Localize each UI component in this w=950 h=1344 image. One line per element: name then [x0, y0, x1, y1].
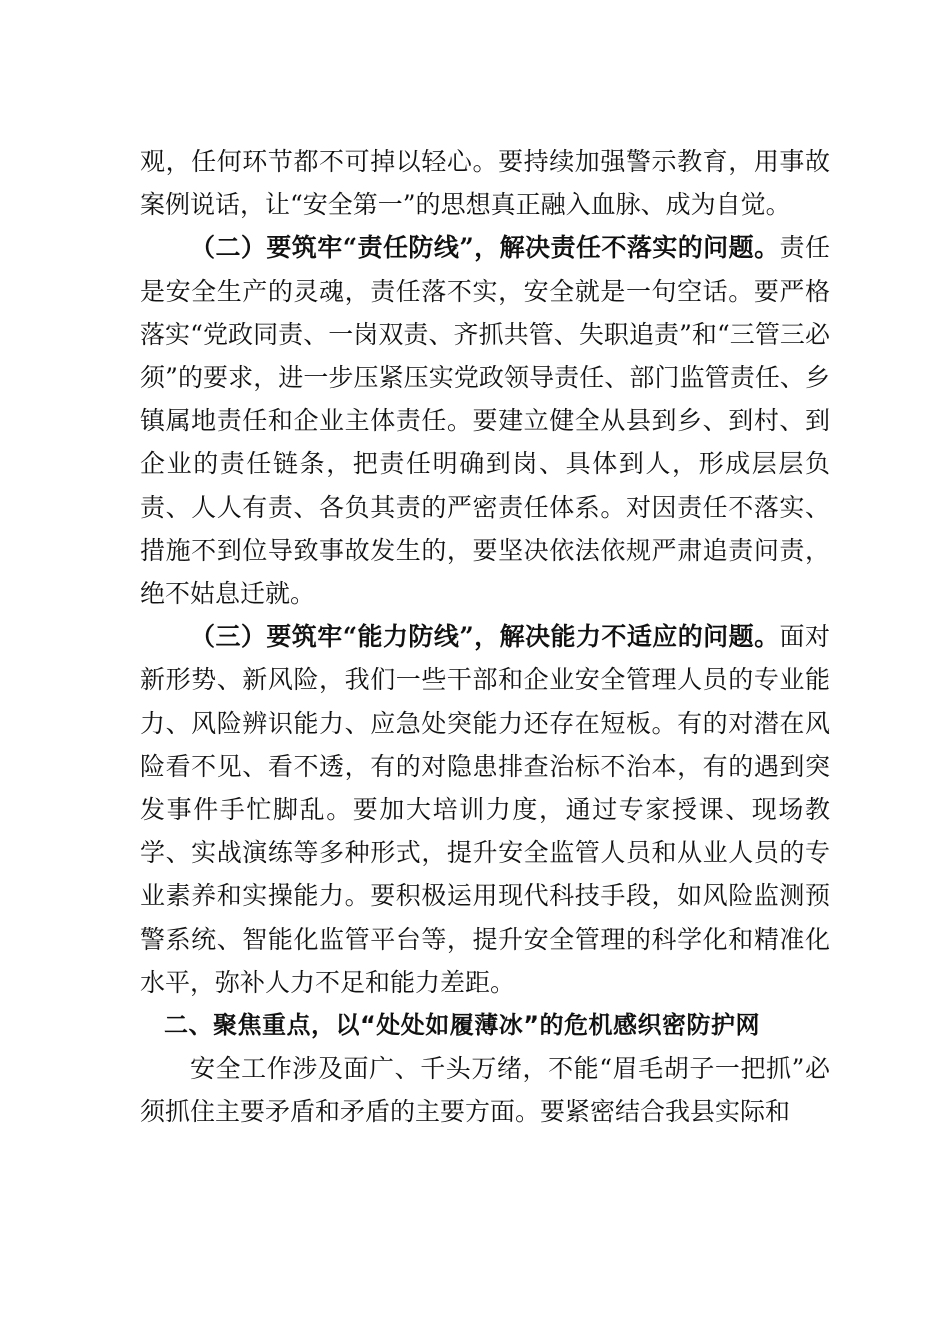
paragraph-text: 安全工作涉及面广、千头万绪，不能“眉毛胡子一把抓”必须抓住主要矛盾和矛盾的主要方面。要紧密结合我县实际和 [140, 1054, 830, 1127]
paragraph-capability [140, 615, 830, 1004]
paragraph-focus [140, 1047, 830, 1133]
section-heading: 二、聚焦重点，以“处处如履薄冰”的危机感织密防护网 [164, 1011, 761, 1040]
paragraph-text: 责任是安全生产的灵魂，责任落不实，安全就是一句空话。要严格落实“党政同责、一岗双责、齐抓共管、失职追责”和“三管三必须”的要求，进一步压紧压实党政领导责任、部门监管责任、乡镇属地责任和企业主体责任。要建立健全从县到乡、到村、到企业的责任链条，把责任明确到岗、具体到人，形成层层负责、人人有责、各负其责的严密责任体系。对因责任不落实、措施不到位导致事故发生的，要坚决依法依规严肃追责问责，绝不姑息迁就。 [140, 233, 830, 609]
paragraph-lead: （二）要筑牢“责任防线”，解决责任不落实的问题。 [190, 233, 780, 263]
paragraph-text: 面对新形势、新风险，我们一些干部和企业安全管理人员的专业能力、风险辨识能力、应急处突能力还存在短板。有的对潜在风险看不见、看不透，有的对隐患排查治标不治本，有的遇到突发事件手忙脚乱。要加大培训力度，通过专家授课、现场教学、实战演练等多种形式，提升安全监管人员和从业人员的专业素养和实操能力。要积极运用现代科技手段，如风险监测预警系统、智能化监管平台等，提升安全管理的科学化和精准化水平，弥补人力不足和能力差距。 [140, 622, 830, 997]
paragraph-continuation [140, 140, 830, 226]
paragraph-responsibility [140, 226, 830, 615]
paragraph-lead: （三）要筑牢“能力防线”，解决能力不适应的问题。 [190, 622, 780, 652]
document-body [140, 140, 830, 1134]
paragraph-text: 观，任何环节都不可掉以轻心。要持续加强警示教育，用事故案例说话，让“安全第一”的思想真正融入血脉、成为自觉。 [140, 147, 830, 220]
